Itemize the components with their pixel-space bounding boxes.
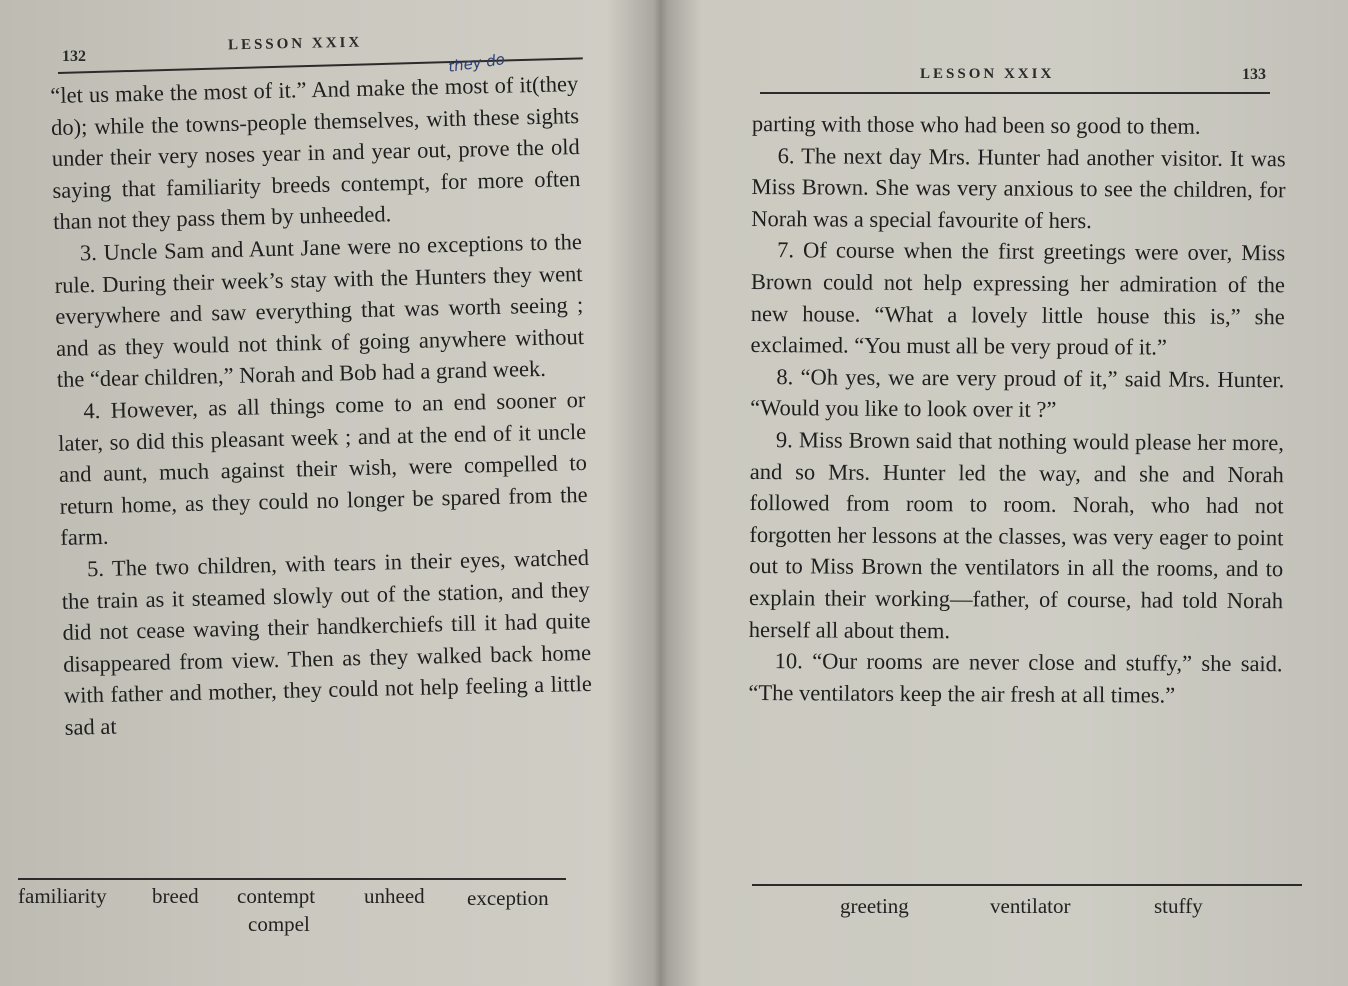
paragraph: 3. Uncle Sam and Aunt Jane were no exceptions to the rule. During their week’s stay with the Hunters they went everywhere and saw everything that was worth seeing ; and as they would not think of going anywhere without the “dear children,” Norah and Bob had a grand week. (54, 228, 585, 393)
footer-rule (18, 878, 566, 880)
vocab-word: unheed (364, 884, 425, 908)
right-page (668, 0, 1348, 986)
vocab-word: compel (248, 912, 310, 936)
paragraph: 6. The next day Mrs. Hunter had another visitor. It was Miss Brown. She was very anxious to see the children, for Norah was a special favourite of hers. (751, 142, 1286, 233)
vocab-word: exception (467, 886, 549, 910)
paragraph: parting with those who had been so good to them. (751, 110, 1201, 139)
left-page-body (50, 68, 593, 743)
vocab-word: ventilator (990, 894, 1071, 918)
handwritten-note: they do (447, 50, 506, 76)
vocabulary-list (0, 884, 600, 944)
paragraph: 8. “Oh yes, we are very proud of it,” said Mrs. Hunter. “Would you like to look over it ?” (750, 363, 1285, 423)
vocab-word: contempt (237, 884, 316, 908)
paragraph: 10. “Our rooms are never close and stuffy,” she said. “The ventilators keep the air fresh at all times.” (748, 648, 1283, 708)
running-head: LESSON XXIX (920, 66, 1055, 82)
header-rule (760, 92, 1270, 94)
paragraph: “let us make the most of it.” And make the most of it(they do); while the towns-people themselves, with these sights under their very noses year in and year out, prove the old saying that familiarity breeds contempt, for more often than not they pass them by unheeded. (50, 71, 581, 235)
vocab-word: breed (152, 884, 199, 908)
running-head: LESSON XXIX (227, 34, 363, 54)
vocab-word: greeting (840, 894, 909, 918)
page-number: 133 (1242, 66, 1266, 83)
paragraph: 9. Miss Brown said that nothing would please her more, and so Mrs. Hunter led the way, and she and Norah followed from room to room. Norah, who had not forgotten her lessons at the classes, was very eager to point out to Miss Brown the ventilators in all the rooms, and to explain their working—father, of course, had told Norah herself all about them. (748, 427, 1285, 643)
paragraph: 7. Of course when the first greetings were over, Miss Brown could not help expressing her admiration of the new house. “What a lovely little house this is,” she exclaimed. “You must all be very proud of it.” (750, 237, 1286, 360)
paragraph: 5. The two children, with tears in their eyes, watched the train as it steamed slowly out of the station, and they did not cease waving their handkerchiefs till it had quite disappeared from view. Then as they walked back home with father and mother, they could not help feeling a little sad at (61, 544, 593, 740)
right-page-body (748, 108, 1286, 712)
footer-rule (752, 884, 1302, 886)
paragraph: 4. However, as all things come to an end sooner or later, so did this pleasant week ; and at the end of it uncle and aunt, much against their wish, were compelled to return home, as they could no longer be spared from the farm. (57, 386, 588, 551)
page-number: 132 (62, 48, 86, 65)
left-page (0, 0, 655, 986)
vocab-word: stuffy (1154, 894, 1203, 918)
vocabulary-list (668, 894, 1348, 934)
vocab-word: familiarity (18, 884, 107, 908)
